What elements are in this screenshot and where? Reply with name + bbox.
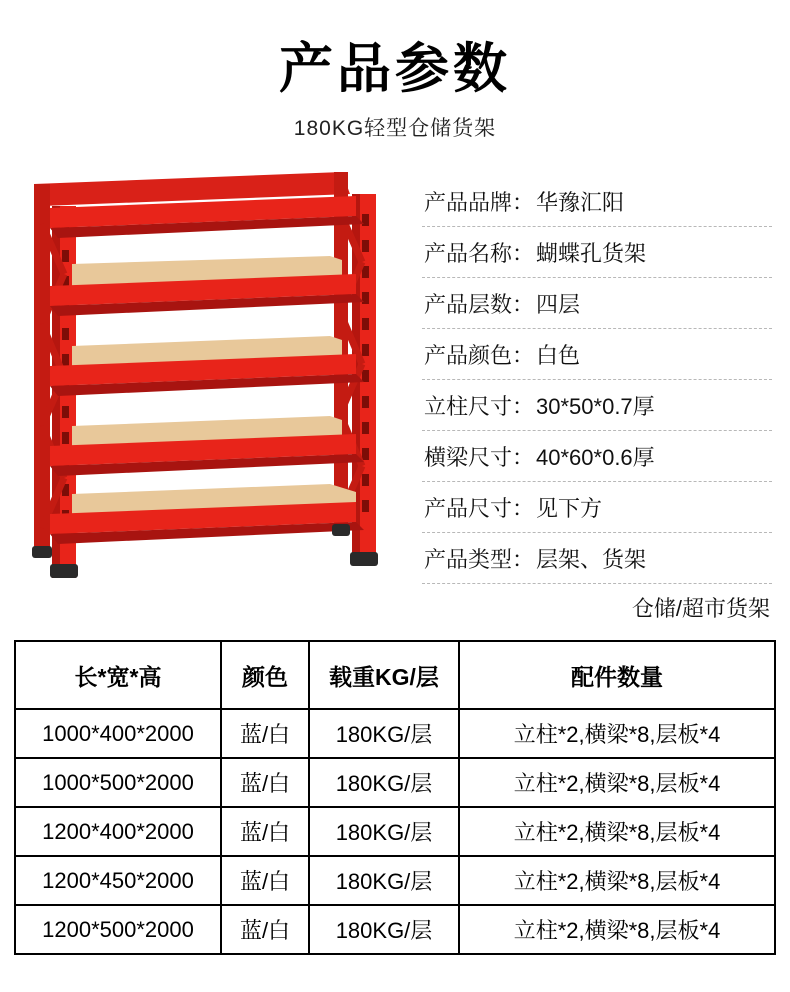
table-row: [15, 856, 775, 905]
size-table-container: [14, 640, 776, 955]
spec-label-upright-size: 立柱尺寸：: [424, 394, 535, 420]
table-header-color: 颜色: [221, 641, 309, 709]
spec-label-color: 产品颜色：: [424, 343, 535, 369]
cell-parts: 立柱*2,横梁*8,层板*4: [459, 905, 775, 954]
spec-row-type-extra: [422, 584, 772, 632]
spec-value-color: 白色: [536, 343, 581, 369]
spec-label-brand: 产品品牌：: [424, 190, 535, 216]
table-row: [15, 905, 775, 954]
table-header-row: [15, 641, 775, 709]
spec-value-layers: 四层: [536, 292, 581, 318]
cell-size: 1000*500*2000: [15, 758, 221, 807]
page-title: 产品参数: [279, 39, 511, 99]
spec-row-layers: [422, 278, 772, 329]
cell-parts: 立柱*2,横梁*8,层板*4: [459, 856, 775, 905]
page-header: [0, 0, 790, 142]
spec-row-color: [422, 329, 772, 380]
spec-row-name: [422, 227, 772, 278]
cell-load: 180KG/层: [309, 905, 459, 954]
product-overview: [0, 164, 790, 632]
cell-load: 180KG/层: [309, 709, 459, 758]
shelf-illustration: [12, 164, 412, 584]
spec-value-type: 层架、货架: [536, 547, 647, 573]
spec-value-brand: 华豫汇阳: [536, 190, 625, 216]
table-row: [15, 709, 775, 758]
spec-row-upright-size: [422, 380, 772, 431]
table-row: [15, 758, 775, 807]
cell-color: 蓝/白: [221, 856, 309, 905]
cell-color: 蓝/白: [221, 758, 309, 807]
cell-parts: 立柱*2,横梁*8,层板*4: [459, 709, 775, 758]
cell-size: 1200*500*2000: [15, 905, 221, 954]
cell-color: 蓝/白: [221, 709, 309, 758]
spec-label-type: 产品类型：: [424, 547, 535, 573]
cell-size: 1000*400*2000: [15, 709, 221, 758]
cell-size: 1200*400*2000: [15, 807, 221, 856]
spec-value-product-size: 见下方: [536, 496, 603, 522]
spec-row-type: [422, 533, 772, 584]
cell-size: 1200*450*2000: [15, 856, 221, 905]
size-table: [14, 640, 776, 955]
spec-value-type-extra: 仓储/超市货架: [631, 596, 770, 622]
spec-row-product-size: [422, 482, 772, 533]
page-subtitle: 180KG轻型仓储货架: [293, 117, 497, 141]
cell-load: 180KG/层: [309, 856, 459, 905]
spec-value-name: 蝴蝶孔货架: [536, 241, 647, 267]
table-header-parts: 配件数量: [459, 641, 775, 709]
spec-value-upright-size: 30*50*0.7厚: [536, 394, 655, 420]
cell-load: 180KG/层: [309, 758, 459, 807]
spec-value-beam-size: 40*60*0.6厚: [536, 445, 655, 471]
spec-row-brand: [422, 176, 772, 227]
product-photo: [12, 164, 412, 584]
cell-parts: 立柱*2,横梁*8,层板*4: [459, 807, 775, 856]
spec-label-product-size: 产品尺寸：: [424, 496, 535, 522]
cell-load: 180KG/层: [309, 807, 459, 856]
spec-label-name: 产品名称：: [424, 241, 535, 267]
spec-label-beam-size: 横梁尺寸：: [424, 445, 535, 471]
spec-list: [422, 176, 772, 632]
cell-color: 蓝/白: [221, 807, 309, 856]
cell-parts: 立柱*2,横梁*8,层板*4: [459, 758, 775, 807]
table-row: [15, 807, 775, 856]
table-header-size: 长*宽*高: [15, 641, 221, 709]
table-header-load: 载重KG/层: [309, 641, 459, 709]
spec-label-layers: 产品层数：: [424, 292, 535, 318]
cell-color: 蓝/白: [221, 905, 309, 954]
spec-row-beam-size: [422, 431, 772, 482]
